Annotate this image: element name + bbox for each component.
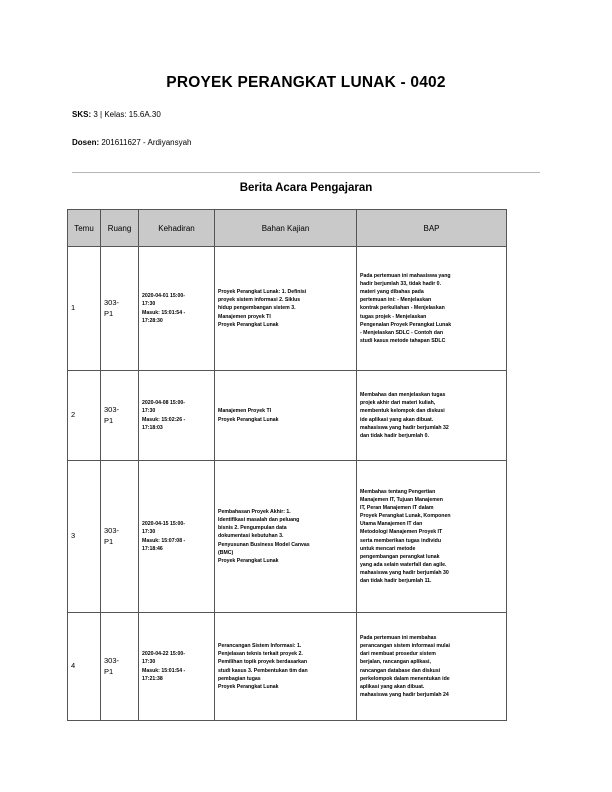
cell-bahan-kajian: [215, 247, 357, 371]
cell-ruang: [101, 613, 139, 721]
cell-bahan-kajian: [215, 461, 357, 613]
divider: [72, 172, 540, 173]
bap-value: Membahas dan menjelaskan tugas projek akhir dari materi kuliah, membentuk kelompok dan diskusi ide aplikasi yang akan dibuat. mahasiswa yang hadir berjumlah 32 dan tidak hadir berjumlah 0.: [360, 392, 449, 439]
table-row: [68, 613, 507, 721]
header-bap: BAP: [357, 210, 507, 247]
cell-ruang: [101, 371, 139, 461]
table-row: [68, 461, 507, 613]
kehadiran-value: 2020-04-08 15:00- 17:30 Masuk: 15:02:26 - 17:18:03: [142, 400, 186, 431]
temu-value: 2: [71, 410, 76, 420]
ruang-value: 303- P1: [104, 526, 120, 546]
cell-kehadiran: [139, 461, 215, 613]
table-row: [68, 247, 507, 371]
bahan-kajian-value: Proyek Perangkat Lunak: 1. Definisi proyek sistem informasi 2. Siklus hidup pengembangan sistem 3. Manajemen proyek TI Proyek Perangkat Lunak: [218, 289, 307, 328]
cell-kehadiran: [139, 613, 215, 721]
bahan-kajian-value: Perancangan Sistem Informasi: 1. Penjelasan teknis terkait proyek 2. Pemilihan topik proyek berdasarkan studi kasus 3. Pembentukan tim dan pembagian tugas Proyek Perangkat Lunak: [218, 643, 308, 690]
cell-temu: [68, 247, 101, 371]
course-info: [72, 110, 161, 119]
cell-ruang: [101, 461, 139, 613]
cell-bap: [357, 247, 507, 371]
kehadiran-value: 2020-04-22 15:00- 17:30 Masuk: 15:01:54 - 17:21:38: [142, 651, 186, 682]
bap-value: Pada pertemuan ini membahas perancangan sistem informasi mulai dari membuat prosedur sistem berjalan, rancangan aplikasi, rancangan database dan diskusi perkelompok dalam menentukan ide aplikasi yang akan dibuat. mahasiswa yang hadir berjumlah 24: [360, 635, 450, 698]
sks-value: 3 | Kelas: 15.6A.30: [93, 110, 161, 119]
kehadiran-value: 2020-04-01 15:00- 17:30 Masuk: 15:01:54 - 17:28:30: [142, 293, 186, 324]
dosen-value: 201611627 - Ardiyansyah: [101, 138, 192, 147]
cell-temu: [68, 613, 101, 721]
sks-label: SKS:: [72, 110, 92, 119]
temu-value: 3: [71, 531, 76, 541]
cell-kehadiran: [139, 247, 215, 371]
cell-bap: [357, 371, 507, 461]
teaching-log-table: [67, 209, 507, 721]
ruang-value: 303- P1: [104, 656, 120, 676]
cell-temu: [68, 371, 101, 461]
dosen-label: Dosen:: [72, 138, 100, 147]
header-bahan-kajian: Bahan Kajian: [215, 210, 357, 247]
temu-value: 1: [71, 303, 76, 313]
kehadiran-value: 2020-04-15 15:00- 17:30 Masuk: 15:07:08 - 17:18:46: [142, 521, 186, 552]
bahan-kajian-value: Pembahasan Proyek Akhir: 1. Identifikasi masalah dan peluang bisnis 2. Pengumpulan data dokumentasi kebutuhan 3. Penyusunan Business Model Canvas (BMC) Proyek Perangkat Lunak: [218, 509, 310, 564]
ruang-value: 303- P1: [104, 298, 120, 318]
cell-ruang: [101, 247, 139, 371]
cell-kehadiran: [139, 371, 215, 461]
header-ruang: Ruang: [101, 210, 139, 247]
cell-temu: [68, 461, 101, 613]
header-kehadiran: Kehadiran: [139, 210, 215, 247]
bap-value: Membahas tentang Pengertian Manajemen IT, Tujuan Manajemen IT, Peran Manajemen IT dalam Proyek Perangkat Lunak, Komponen Utama Manajemen IT dan Metodologi Manajemen Proyek IT serta memberikan tugas individu untuk mencari metode pengembangan perangkat lunak yang ada selain waterfall dan agile. mahasiswa yang hadir berjumlah 30 dan tidak hadir berjumlah 11.: [360, 489, 451, 584]
cell-bahan-kajian: [215, 371, 357, 461]
ruang-value: 303- P1: [104, 405, 120, 425]
bahan-kajian-value: Manajemen Proyek TI Proyek Perangkat Lunak: [218, 408, 279, 423]
table-header-row: [68, 210, 507, 247]
table-row: [68, 371, 507, 461]
lecturer-info: [72, 138, 192, 147]
bap-value: Pada pertemuan ini mahasiswa yang hadir berjumlah 33, tidak hadir 0. materi yang dibahas pada pertemuan ini: - Menjelaskan kontrak perkuliahan - Menjelaskan tugas projek - Menjelaskan Pengenalan Proyek Perangkat Lunak - Menjelaskan SDLC - Contoh dan studi kasus metode tahapan SDLC: [360, 273, 452, 344]
cell-bahan-kajian: [215, 613, 357, 721]
temu-value: 4: [71, 661, 76, 671]
document-title: PROYEK PERANGKAT LUNAK - 0402: [166, 74, 446, 91]
section-title: Berita Acara Pengajaran: [239, 182, 373, 194]
cell-bap: [357, 613, 507, 721]
header-temu: Temu: [68, 210, 101, 247]
cell-bap: [357, 461, 507, 613]
